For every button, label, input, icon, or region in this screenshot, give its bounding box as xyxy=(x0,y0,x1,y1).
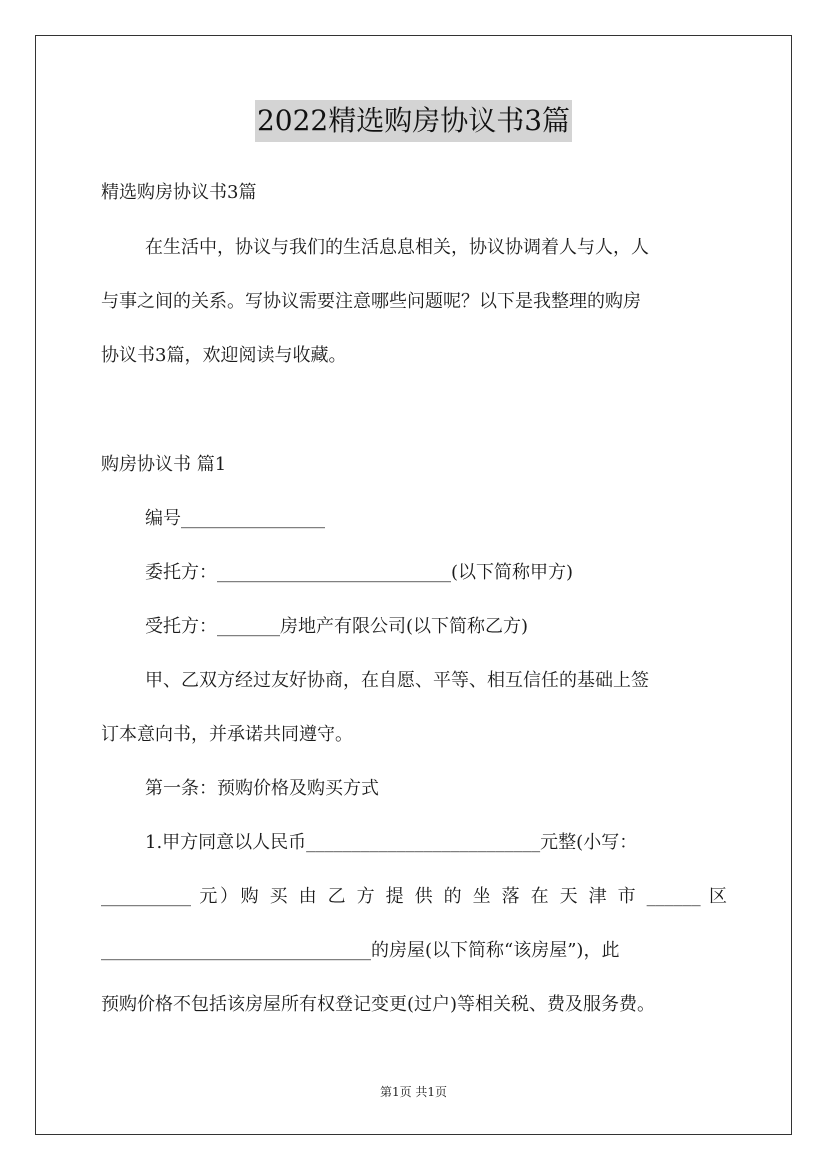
page-footer: 第1页 共1页 xyxy=(379,1085,448,1099)
intro-line-2: 与事之间的关系。写协议需要注意哪些问题呢？以下是我整理的购房 xyxy=(101,291,641,312)
document-title: 2022精选购房协议书3篇 xyxy=(255,100,572,142)
title-container xyxy=(0,100,827,142)
trustee-line: 受托方：_______房地产有限公司(以下简称乙方) xyxy=(145,616,529,637)
clause-line-2: __________ 元）购 买 由 乙 方 提 供 的 坐 落 在 天 津 市 ______ 区 xyxy=(101,886,727,907)
intro-line-1: 在生活中，协议与我们的生活息息相关，协议协调着人与人，人 xyxy=(145,237,649,258)
clause-line-1: 1.甲方同意以人民币__________________________元整(小写： xyxy=(145,832,638,853)
subtitle: 精选购房协议书3篇 xyxy=(101,182,257,203)
clause-line-4: 预购价格不包括该房屋所有权登记变更(过户)等相关税、费及服务费。 xyxy=(101,994,656,1015)
client-line: 委托方：__________________________(以下简称甲方) xyxy=(145,562,574,583)
intro-line-3: 协议书3篇，欢迎阅读与收藏。 xyxy=(101,345,347,366)
article-one-heading: 第一条：预购价格及购买方式 xyxy=(145,778,379,799)
section-heading: 购房协议书 篇1 xyxy=(101,454,227,475)
clause-line-3: ______________________________的房屋(以下简称“该房屋”)，此 xyxy=(101,940,620,961)
agreement-line-2: 订本意向书，并承诺共同遵守。 xyxy=(101,724,353,745)
number-line: 编号________________ xyxy=(145,508,325,529)
agreement-line-1: 甲、乙双方经过友好协商，在自愿、平等、相互信任的基础上签 xyxy=(145,670,649,691)
